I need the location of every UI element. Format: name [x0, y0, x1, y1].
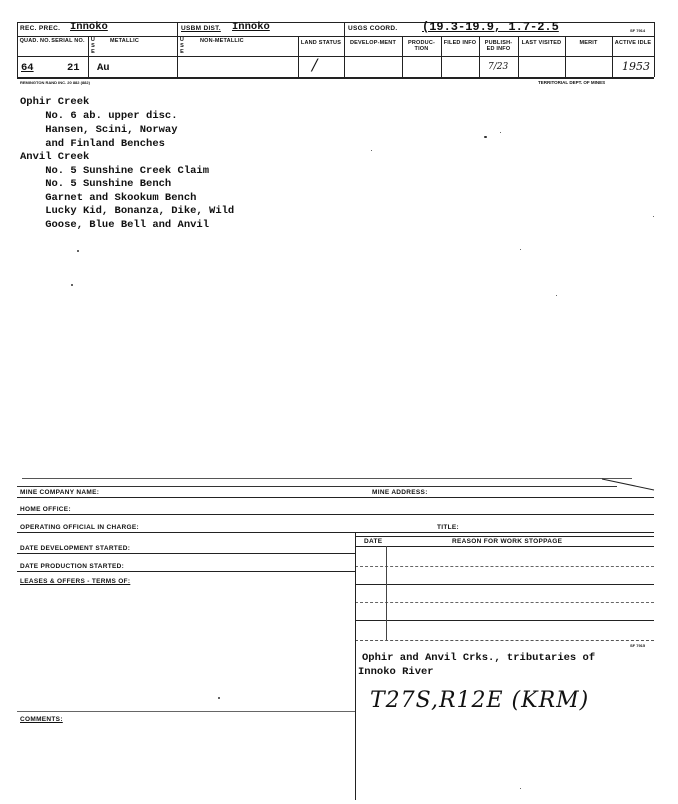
rule — [17, 711, 355, 712]
scan-speck — [71, 284, 73, 286]
rule — [298, 36, 299, 77]
use-marks-metallic: U S E — [90, 37, 96, 55]
metallic-header: METALLIC — [110, 38, 139, 44]
body-line: Goose, Blue Bell and Anvil — [20, 219, 210, 231]
use-marks-nonmetallic: U S E — [179, 37, 185, 55]
handwritten-location: T27S,R12E (KRM) — [370, 688, 590, 713]
quad-no-value: 64 — [21, 62, 34, 74]
production-header: PRODUC-TION — [407, 40, 436, 52]
title-label: TITLE: — [437, 524, 460, 531]
rule — [17, 486, 617, 487]
rule — [17, 22, 18, 77]
scan-speck — [484, 136, 487, 138]
body-line: Lucky Kid, Bonanza, Dike, Wild — [20, 205, 235, 217]
body-line: Garnet and Skookum Bench — [20, 192, 197, 204]
active-idle-value: 1953 — [622, 60, 650, 73]
rule — [17, 36, 654, 37]
rule — [355, 640, 654, 641]
published-info-header: PUBLISH-ED INFO — [484, 40, 513, 52]
rule — [17, 532, 654, 533]
rule — [22, 478, 632, 479]
rule — [479, 36, 480, 77]
serial-no-value: 21 — [67, 62, 80, 74]
usbm-dist-label: USBM DIST. — [181, 25, 221, 32]
rule — [355, 584, 654, 585]
reason-work-stoppage-header: REASON FOR WORK STOPPAGE — [452, 538, 563, 545]
filed-info-header: FILED INFO — [443, 40, 477, 46]
rec-prec-value: Innoko — [70, 21, 108, 33]
rule — [17, 514, 654, 515]
scan-speck — [500, 132, 501, 133]
published-info-value: 7/23 — [488, 62, 509, 72]
scan-speck — [520, 249, 521, 250]
rule — [654, 22, 655, 77]
rule — [88, 36, 89, 77]
body-line: No. 6 ab. upper disc. — [20, 110, 178, 122]
form-number-bottom: SF 7915 — [630, 643, 646, 648]
comments-label: COMMENTS: — [20, 716, 63, 723]
body-line: Ophir Creek — [20, 96, 90, 108]
rule — [565, 36, 566, 77]
rule — [344, 22, 345, 77]
rule — [355, 536, 654, 537]
land-status-header: LAND STATUS — [300, 40, 342, 46]
rec-prec-label: REC. PREC. — [20, 25, 61, 32]
form-number-top: SF 7914 — [630, 28, 646, 33]
scan-speck — [653, 216, 654, 217]
quad-no-header: QUAD. NO. — [19, 38, 51, 44]
rule — [17, 56, 654, 57]
last-visited-header: LAST VISITED — [521, 40, 562, 46]
scan-speck — [556, 295, 557, 296]
rule — [386, 546, 387, 640]
rule-curve — [600, 477, 656, 493]
merit-header: MERIT — [579, 40, 598, 46]
home-office-label: HOME OFFICE: — [20, 506, 71, 513]
mine-company-label: MINE COMPANY NAME: — [20, 489, 100, 496]
body-line: Anvil Creek — [20, 151, 90, 163]
rule — [17, 497, 654, 498]
rule — [355, 546, 654, 547]
rule — [355, 602, 654, 603]
usbm-dist-value: Innoko — [232, 21, 270, 33]
rule — [355, 566, 654, 567]
scan-speck — [371, 150, 372, 151]
note-line: Ophir and Anvil Crks., tributaries of — [362, 652, 596, 664]
serial-no-header: SERIAL NO. — [51, 38, 85, 44]
printer-line: REMINGTON RAND INC. 20 882 (882) — [20, 80, 90, 85]
rule — [177, 22, 178, 77]
usgs-coord-label: USGS COORD. — [348, 25, 398, 32]
rule — [17, 571, 355, 572]
date-production-label: DATE PRODUCTION STARTED: — [20, 563, 125, 570]
usgs-coord-value: (19.3-19.9, 1.7-2.5 — [422, 20, 559, 34]
metallic-value: Au — [97, 62, 110, 74]
rule — [355, 532, 356, 800]
land-status-mark: / — [312, 55, 318, 74]
scan-speck — [77, 250, 79, 252]
rule — [441, 36, 442, 77]
date-development-label: DATE DEVELOPMENT STARTED: — [20, 545, 131, 552]
rule — [17, 77, 654, 79]
operating-official-label: OPERATING OFFICIAL IN CHARGE: — [20, 524, 139, 531]
non-metallic-header: NON-METALLIC — [200, 38, 244, 44]
active-idle-header: ACTIVE IDLE — [614, 40, 652, 46]
scan-speck — [218, 697, 220, 699]
scan-speck — [520, 788, 521, 789]
rule — [402, 36, 403, 77]
body-line: No. 5 Sunshine Bench — [20, 178, 172, 190]
body-line: Hansen, Scini, Norway — [20, 124, 178, 136]
department-name: TERRITORIAL DEPT. OF MINES — [538, 80, 606, 85]
rule — [518, 36, 519, 77]
body-line: and Finland Benches — [20, 138, 165, 150]
note-line: Innoko River — [358, 666, 434, 678]
leases-offers-label: LEASES & OFFERS - TERMS OF: — [20, 578, 131, 585]
date-column-header: DATE — [364, 538, 383, 545]
rule — [612, 36, 613, 77]
development-header: DEVELOP-MENT — [349, 40, 397, 46]
body-line: No. 5 Sunshine Creek Claim — [20, 165, 210, 177]
mine-address-label: MINE ADDRESS: — [372, 489, 428, 496]
rule — [17, 553, 355, 554]
rule — [355, 620, 654, 621]
